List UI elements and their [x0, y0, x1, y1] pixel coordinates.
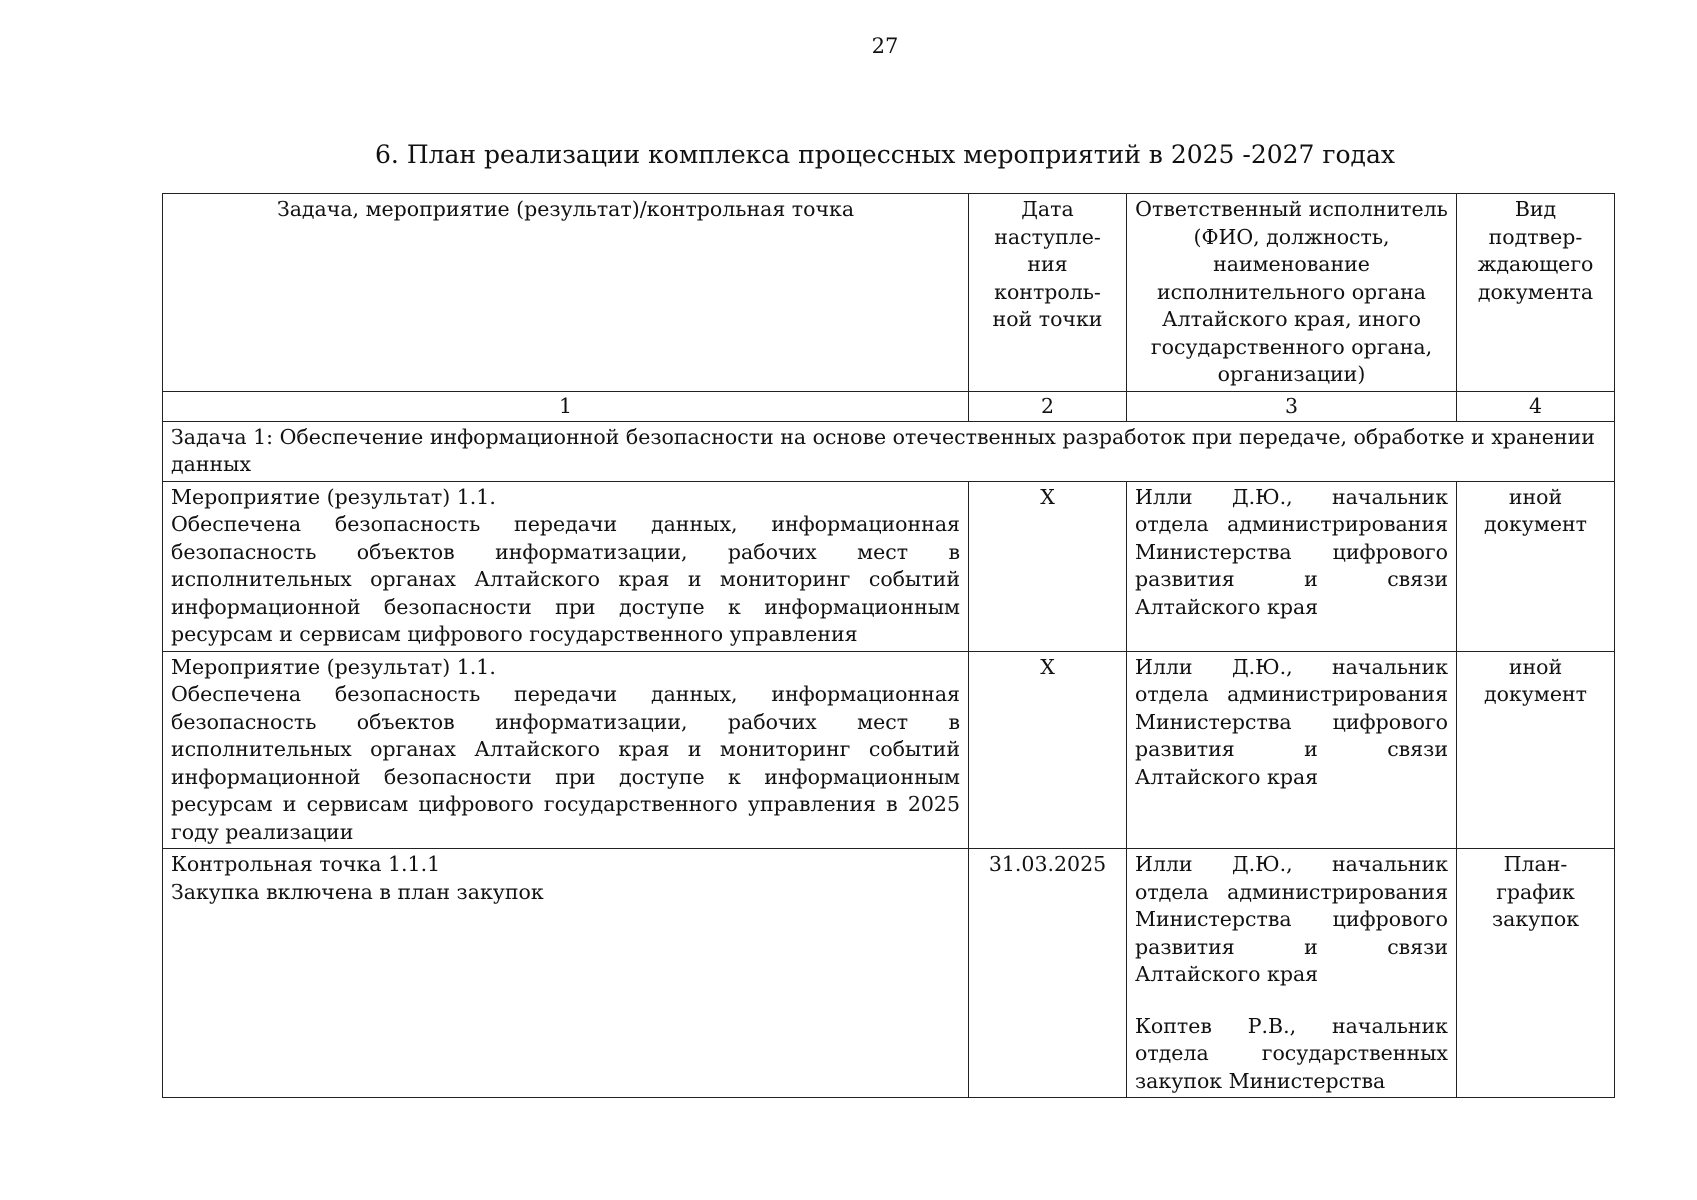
column-number: 4	[1457, 391, 1615, 421]
checkpoint-cell	[163, 849, 969, 1098]
header-date: Дата наступле-ния контроль-ной точки	[969, 194, 1127, 392]
header-executor: Ответственный исполнитель (ФИО, должность, наименование исполнительного органа Алтайского края, иного государственного органа, организации)	[1127, 194, 1457, 392]
checkpoint-title: Контрольная точка 1.1.1	[171, 852, 441, 876]
plan-table	[162, 193, 1615, 1098]
document-cell: иной документ	[1457, 651, 1615, 849]
header-row	[163, 194, 1615, 392]
page-number: 27	[871, 34, 899, 58]
activity-text: Обеспечена безопасность передачи данных, информационная безопасность объектов информатизации, рабочих мест в исполнительных органах Алтайского края и мониторинг событий информационной безопасности при доступе к информационным ресурсам и сервисам цифрового государственного управления в 2025 году реализации	[171, 682, 960, 844]
column-number: 2	[969, 391, 1127, 421]
activity-title: Мероприятие (результат) 1.1.	[171, 484, 496, 509]
executor-cell: Илли Д.Ю., начальник отдела администрирования Министерства цифрового развития и связи Алтайского края	[1127, 651, 1457, 849]
task-row	[163, 421, 1615, 481]
table-row	[163, 481, 1615, 651]
executor-cell	[1127, 849, 1457, 1098]
column-number-row	[163, 391, 1615, 421]
checkpoint-text: Закупка включена в план закупок	[171, 879, 544, 904]
table-row	[163, 849, 1615, 1098]
date-cell: X	[969, 651, 1127, 849]
executor-primary: Илли Д.Ю., начальник отдела администрирования Министерства цифрового развития и связи Алтайского края	[1135, 852, 1448, 986]
header-document: Вид подтвер-ждающего документа	[1457, 194, 1615, 392]
column-number: 1	[163, 391, 969, 421]
section-title: 6. План реализации комплекса процессных мероприятий в 2025 -2027 годах	[375, 140, 1395, 169]
activity-cell	[163, 481, 969, 651]
executor-secondary: Коптев Р.В., начальник отдела государственных закупок Министерства	[1135, 1013, 1448, 1093]
date-cell: X	[969, 481, 1127, 651]
column-number: 3	[1127, 391, 1457, 421]
document-cell: План-график закупок	[1457, 849, 1615, 1098]
document-cell: иной документ	[1457, 481, 1615, 651]
task-title: Задача 1: Обеспечение информационной безопасности на основе отечественных разработок при передаче, обработке и хранении данных	[163, 421, 1615, 481]
activity-text: Обеспечена безопасность передачи данных, информационная безопасность объектов информатизации, рабочих мест в исполнительных органах Алтайского края и мониторинг событий информационной безопасности при доступе к информационным ресурсам и сервисам цифрового государственного управления	[171, 512, 960, 646]
activity-title: Мероприятие (результат) 1.1.	[171, 654, 496, 679]
table-row	[163, 651, 1615, 849]
executor-cell: Илли Д.Ю., начальник отдела администрирования Министерства цифрового развития и связи Алтайского края	[1127, 481, 1457, 651]
header-task: Задача, мероприятие (результат)/контрольная точка	[163, 194, 969, 392]
activity-cell	[163, 651, 969, 849]
date-cell: 31.03.2025	[969, 849, 1127, 1098]
